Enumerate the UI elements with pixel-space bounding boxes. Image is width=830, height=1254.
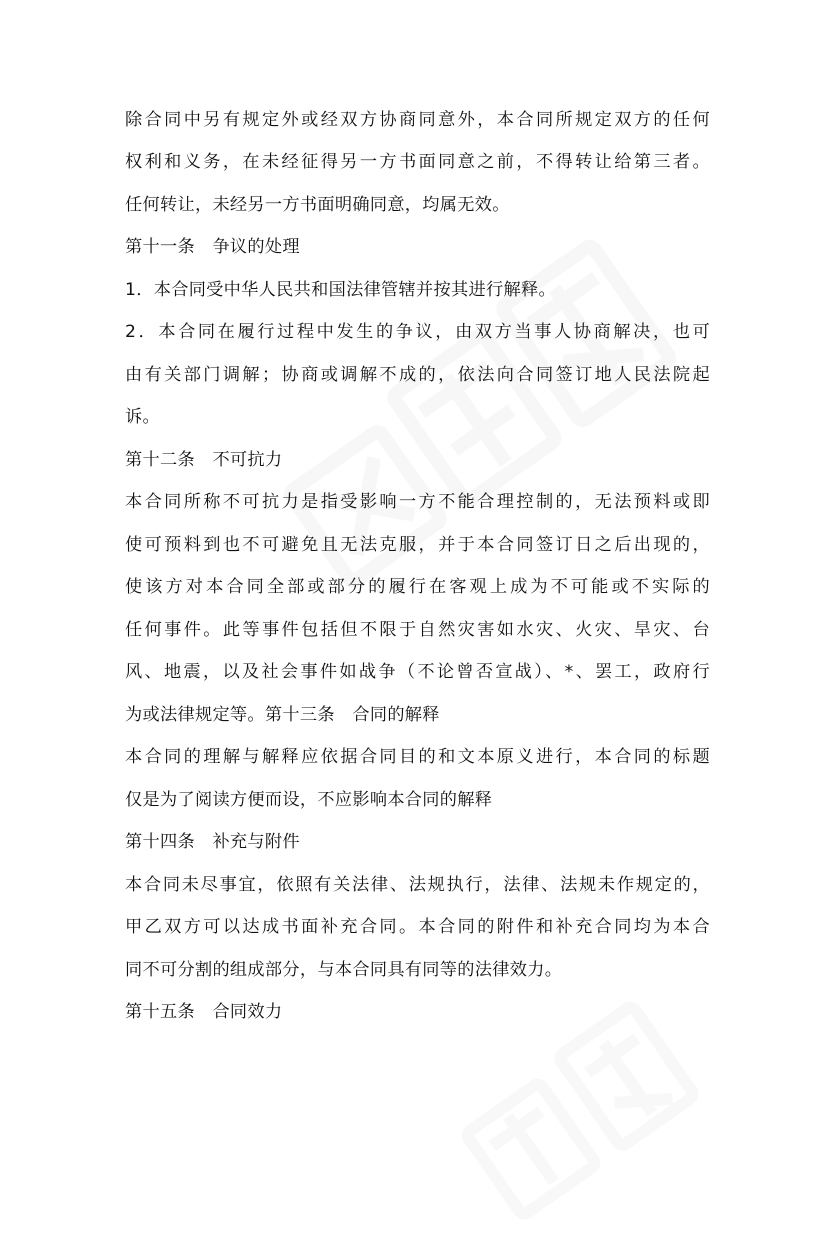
paragraph-line: 同不可分割的组成部分，与本合同具有同等的法律效力。 (125, 960, 563, 980)
paragraph-line: 本合同未尽事宜，依照有关法律、法规执行，法律、法规未作规定的， (125, 875, 710, 895)
section-heading-15: 第十五条 合同效力 (125, 1002, 283, 1022)
paragraph-line: 使该方对本合同全部或部分的履行在客观上成为不可能或不实际的 (125, 577, 710, 597)
paragraph-line: 2．本合同在履行过程中发生的争议，由双方当事人协商解决，也可 (125, 322, 710, 342)
paragraph-line: 风、地震，以及社会事件如战争（不论曾否宣战）、*、罢工，政府行 (125, 662, 710, 682)
paragraph-line: 除合同中另有规定外或经双方协商同意外，本合同所规定双方的任何 (125, 110, 710, 130)
watermark-seal-icon-lower (446, 986, 734, 1254)
section-heading-12: 第十二条 不可抗力 (125, 450, 283, 470)
paragraph-line: 任何转让，未经另一方书面明确同意，均属无效。 (125, 195, 510, 215)
paragraph-line: 诉。 (125, 407, 160, 427)
paragraph-line: 为或法律规定等。第十三条 合同的解释 (125, 705, 440, 725)
paragraph-line: 甲乙双方可以达成书面补充合同。本合同的附件和补充合同均为本合 (125, 917, 710, 937)
section-heading-14: 第十四条 补充与附件 (125, 832, 300, 852)
paragraph-line: 由有关部门调解；协商或调解不成的，依法向合同签订地人民法院起 (125, 365, 710, 385)
paragraph-line: 任何事件。此等事件包括但不限于自然灾害如水灾、火灾、旱灾、台 (125, 620, 710, 640)
section-heading-11: 第十一条 争议的处理 (125, 237, 300, 257)
paragraph-line: 权利和义务，在未经征得另一方书面同意之前，不得转让给第三者。 (125, 152, 710, 172)
paragraph-line: 本合同所称不可抗力是指受影响一方不能合理控制的，无法预料或即 (125, 492, 710, 512)
paragraph-line: 仅是为了阅读方便而设，不应影响本合同的解释 (125, 790, 493, 810)
paragraph-line: 本合同的理解与解释应依据合同目的和文本原义进行，本合同的标题 (125, 747, 710, 767)
paragraph-line: 使可预料到也不可避免且无法克服，并于本合同签订日之后出现的， (125, 535, 710, 555)
paragraph-line: 1．本合同受中华人民共和国法律管辖并按其进行解释。 (125, 280, 556, 300)
